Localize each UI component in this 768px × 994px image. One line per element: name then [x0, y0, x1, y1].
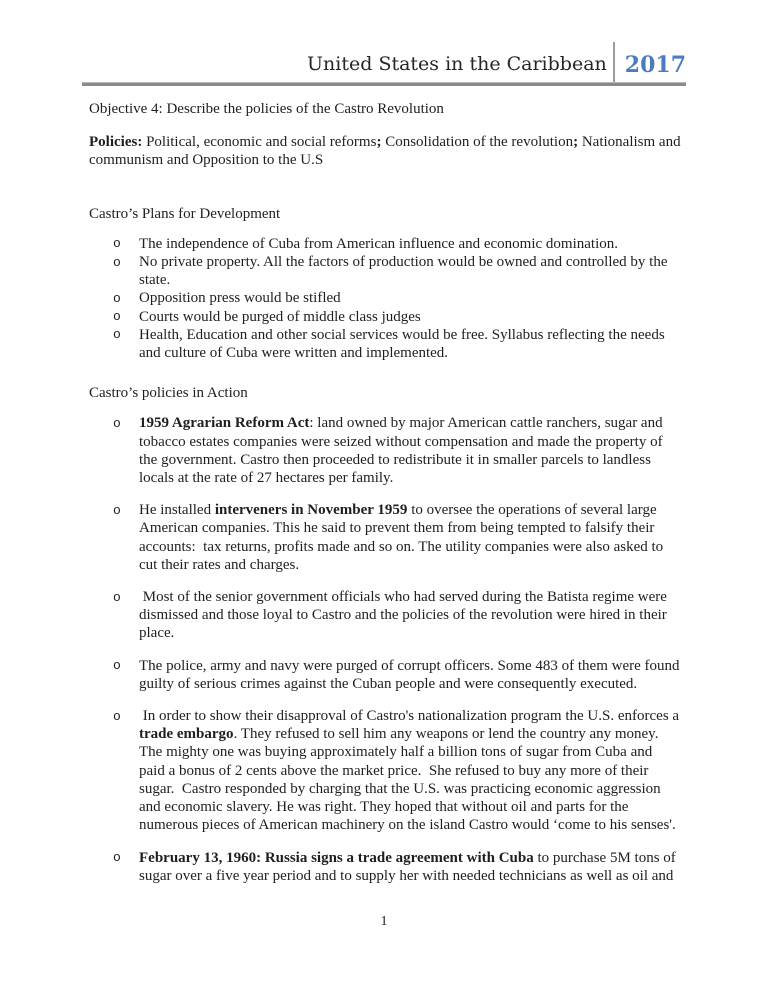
list-item: [89, 657, 684, 693]
bullet-icon: o: [113, 708, 121, 724]
header-title: United States in the Caribbean: [307, 53, 607, 75]
bullet-icon: o: [113, 502, 121, 518]
plans-heading: Castro’s Plans for Development: [89, 205, 281, 222]
list-item: [89, 707, 681, 834]
list-item-text: No private property. All the factors of production would be owned and controlled by the state.: [139, 254, 672, 289]
list-item-text: Opposition press would be stifled: [139, 290, 341, 307]
bullet-icon: o: [113, 236, 121, 252]
list-item-text: Most of the senior government officials who had served during the Batista regime were dismissed and those loyal to Castro and the policies of the revolution were hired in their place.: [139, 589, 671, 642]
list-item: [89, 308, 681, 326]
bullet-icon: o: [113, 415, 121, 431]
list-item-text: In order to show their disapproval of Castro's nationalization program the U.S. enforces a trade embargo. They refused to sell him any weapons or lend the country any money. The mighty one was buying approximately half a billion tons of sugar from Cuba and paid a bonus of 2 cents above the market price. She refused to buy any more of their sugar. Castro responded by charging that the U.S. was practicing economic aggression and economic slavery. He was right. They hoped that without oil and parts for the numerous pieces of American machinery on the island Castro would ‘come to his senses'.: [139, 708, 683, 834]
list-item: [89, 414, 681, 487]
plans-list: [89, 235, 681, 362]
header-vertical-separator: [613, 42, 615, 86]
bullet-icon: o: [113, 589, 121, 605]
page-number: 1: [380, 914, 388, 929]
list-item-text: The police, army and navy were purged of corrupt officers. Some 483 of them were found guilty of serious crimes against the Cuban people and were consequently executed.: [139, 657, 684, 692]
bullet-icon: o: [113, 254, 121, 270]
list-item: [89, 289, 681, 307]
header-rule: [82, 82, 686, 86]
list-item-text: Courts would be purged of middle class judges: [139, 308, 421, 325]
bullet-icon: o: [113, 290, 121, 306]
list-item: [89, 326, 681, 362]
actions-heading: Castro’s policies in Action: [89, 385, 248, 402]
list-item: [89, 849, 681, 885]
list-item: [89, 588, 681, 643]
document-body: [89, 100, 685, 885]
bullet-icon: o: [113, 850, 121, 865]
page-header: [82, 42, 686, 86]
bullet-icon: o: [113, 309, 121, 325]
list-item: [89, 253, 681, 289]
list-item-text: He installed interveners in November 1959 to oversee the operations of several large American companies. This he said to prevent them from being tempted to falsify their accounts: tax returns, profits made and so on. The utility companies were also asked to cut their rates and charges.: [139, 502, 667, 573]
list-item-text: Health, Education and other social services would be free. Syllabus reflecting the needs and culture of Cuba were written and implemented.: [139, 326, 669, 362]
bullet-icon: o: [113, 658, 121, 674]
list-item: [89, 235, 681, 253]
actions-list: [89, 414, 684, 884]
list-item-text: 1959 Agrarian Reform Act: land owned by major American cattle ranchers, sugar and tobacco estates companies were seized without compensation and made the property of the government. Castro then proceeded to redistribute it in smaller parcels to landless locals at the rate of 27 hectares per family.: [139, 415, 667, 487]
bullet-icon: o: [113, 327, 121, 343]
policies-paragraph: Policies: Political, economic and social reforms; Consolidation of the revolution; Nationalism and communism and Opposition to the U.S: [89, 134, 685, 169]
list-item: [89, 501, 681, 574]
list-item-text: February 13, 1960: Russia signs a trade agreement with Cuba to purchase 5M tons of sugar over a five year period and to supply her with needed technicians as well as oil and: [139, 849, 680, 884]
list-item-text: The independence of Cuba from American influence and economic domination.: [139, 235, 618, 252]
objective-heading: Objective 4: Describe the policies of the Castro Revolution: [89, 101, 444, 117]
header-year: 2017: [624, 52, 686, 78]
